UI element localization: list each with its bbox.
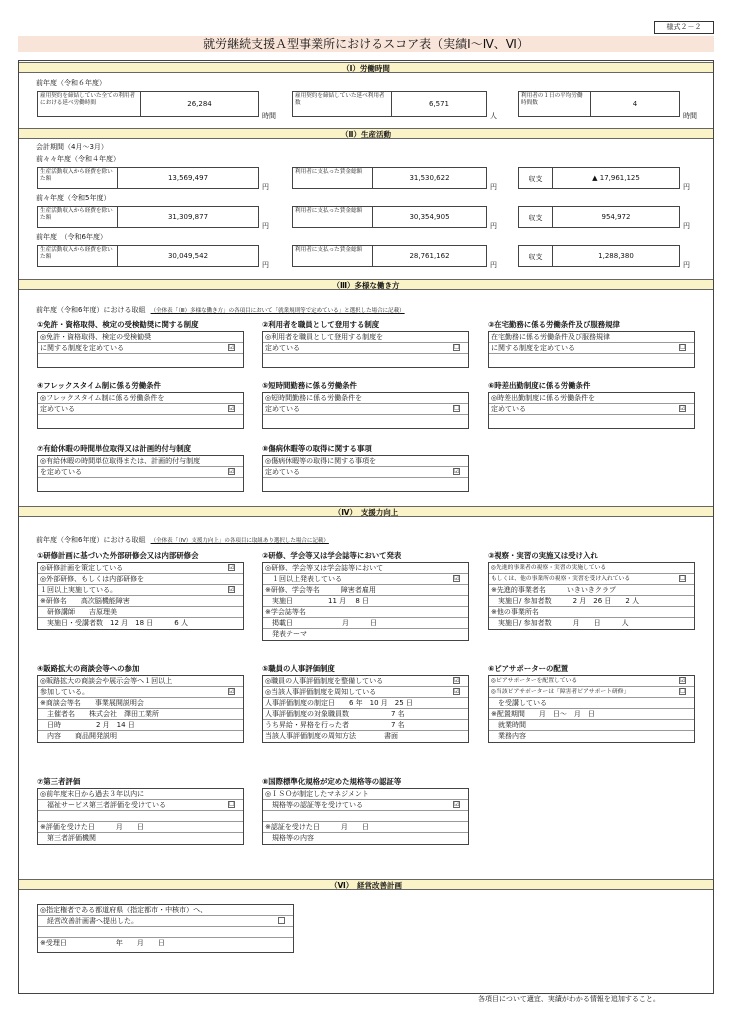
checkbox[interactable]: ☐ [454, 344, 460, 351]
s3-item-box [37, 331, 244, 368]
s2-wage-cell [292, 206, 487, 228]
s2-balance-cell [518, 245, 680, 267]
s4-item-box [37, 675, 244, 743]
s3-intro-text: 前年度（令和6年度）における取組 [36, 306, 146, 314]
s4-item-heading: ⑦第三者評価 [37, 777, 81, 786]
s2-balance-value[interactable]: 954,972 [601, 213, 631, 221]
checkbox[interactable] [278, 917, 285, 924]
s3-item-line-2 [263, 343, 468, 354]
section-2-header: （Ⅱ）生産活動 [19, 128, 713, 139]
s2-unit: 円 [262, 261, 269, 269]
s3-item-box [37, 392, 244, 429]
s1-c2-value[interactable]: 6,571 [428, 100, 450, 108]
form-number: 様式２－２ [654, 21, 714, 34]
s4-item-heading: ①研修計画に基づいた外部研修会又は内部研修会 [37, 551, 199, 560]
s2-year-label: 前々々年度（令和４年度） [36, 155, 120, 163]
s2-unit: 円 [683, 222, 690, 230]
s4-item-row [38, 698, 243, 709]
s6-row [38, 938, 293, 952]
s4-item-row-text: 日時 2 月 14 日 [40, 721, 135, 729]
s3-item-blank [38, 354, 243, 365]
s4-item-box [262, 788, 469, 845]
s4-item-row [263, 618, 468, 629]
s4-item-row-text: ◎先進的事業者の視察・実習の実施している [491, 565, 607, 571]
s3-item-line-2-text: を定めている [40, 468, 82, 476]
s4-item-row-text: ◎ＩＳＯが制定したマネジメント [265, 790, 369, 798]
s4-item-row-text: 実施日・受講者数 12 月 18 日 6 人 [40, 619, 188, 627]
s4-item-row [263, 563, 468, 574]
page-title: 就労継続支援Ａ型事業所におけるスコア表（実績Ⅰ～Ⅳ、Ⅵ） [18, 36, 714, 52]
s4-item-row [263, 833, 468, 844]
s4-item-row-text: ※研修名 高次脳機能障害 [40, 597, 130, 605]
s4-item-row [263, 585, 468, 596]
s1-c3-value[interactable]: 4 [632, 100, 638, 108]
s4-item-box [262, 562, 469, 641]
bottom-note: 各項目について適宜、実績がわかる情報を追加すること。 [478, 995, 660, 1003]
s4-item-row-text: 研修講師 吉原理美 [40, 608, 117, 616]
s4-item-row-text: １回以上発表している [265, 575, 342, 583]
s4-item-row-text: ◎販路拡大の商談会や展示会等へ１回以上 [40, 677, 173, 685]
s4-item-row [263, 687, 468, 698]
s2-unit: 円 [490, 261, 497, 269]
s4-item-row [489, 687, 694, 698]
checkbox[interactable]: ☑ [229, 405, 235, 412]
s4-item-row-text: 当該人事評価制度の周知方法 書面 [265, 732, 398, 740]
s2-income-value[interactable]: 31,309,877 [167, 213, 209, 221]
s3-item-line-1: ◎利用者を職員として登用する制度を [263, 332, 468, 343]
section-1-header: （Ⅰ）労働時間 [19, 62, 713, 73]
s2-balance-cell [518, 206, 680, 228]
s3-item-line-1: ◎短時間勤務に係る労働条件を [263, 393, 468, 404]
s4-item-row [263, 607, 468, 618]
section-3-header: （Ⅲ）多様な働き方 [19, 279, 713, 290]
s3-item-line-2 [38, 343, 243, 354]
checkbox[interactable]: ☐ [680, 575, 686, 582]
s4-item-row [489, 709, 694, 720]
s4-item-row [38, 585, 243, 596]
s4-item-row [263, 676, 468, 687]
s1-cell-1 [37, 91, 259, 117]
s4-item-row-text: 第三者評価機関 [40, 834, 96, 842]
s2-unit: 円 [262, 222, 269, 230]
s2-balance-value[interactable]: ▲ 17,961,125 [592, 174, 640, 182]
s3-item-heading: ④フレックスタイム制に係る労働条件 [37, 381, 161, 390]
s4-item-row-text: ◎当該ピアサポーターは「障害者ピアサポート研修」 [491, 689, 630, 695]
s3-item-heading: ⑧傷病休暇等の取得に関する事項 [262, 444, 372, 453]
s3-item-line-2-text: に関する制度を定めている [491, 344, 575, 352]
s4-item-row-text: 就業時間 [491, 721, 526, 729]
s4-item-row-text: ◎研修、学会等又は学会誌等において [265, 564, 384, 572]
s3-item-blank [263, 478, 468, 489]
s3-item-line-2 [263, 404, 468, 415]
s4-item-row [38, 709, 243, 720]
s4-item-box [488, 562, 695, 630]
s4-intro-note: （全体表「（Ⅳ）支援力向上」の各項目に取組あり選択した場合に記載） [150, 538, 329, 544]
s4-item-row [263, 731, 468, 742]
s4-item-heading: ⑧国際標準化規格が定めた規格等の認証等 [262, 777, 402, 786]
s3-item-heading: ⑤短時間勤務に係る労働条件 [262, 381, 357, 390]
checkbox[interactable]: ☑ [229, 468, 235, 475]
s2-year-label: 前々年度（令和5年度） [36, 194, 111, 202]
s3-item-line-2 [38, 467, 243, 478]
s3-item-line-2-text: 定めている [491, 405, 526, 413]
s4-item-row-text: 主催者名 株式会社 澤田工業所 [40, 710, 159, 718]
s2-balance-label: 収支 [519, 246, 553, 266]
s2-year-label: 前年度 （令和6年度） [36, 233, 107, 241]
s4-item-row [38, 800, 243, 811]
s4-item-heading: ④販路拡大の商談会等への参加 [37, 664, 140, 673]
s4-item-row-text: ※商談会等名 事業展開説明会 [40, 699, 144, 707]
s2-period: 会計期間（4月～3月） [36, 143, 108, 151]
s4-item-row [263, 720, 468, 731]
s1-c2-label: 雇用契約を締結していた延べ利用者数 [293, 92, 392, 116]
s3-item-box [37, 455, 244, 492]
s4-item-row [38, 720, 243, 731]
s4-item-row-text: 実施日 11 月 8 日 [265, 597, 370, 605]
s4-item-row-text: ※研修、学会等名 障害者雇用 [265, 586, 376, 594]
s1-cell-3 [518, 91, 680, 117]
s3-intro [36, 297, 405, 316]
s4-item-heading: ⑤職員の人事評価制度 [262, 664, 335, 673]
s4-item-row [38, 687, 243, 698]
s4-item-heading: ③視察・実習の実施又は受け入れ [488, 551, 598, 560]
s2-wage-value[interactable]: 28,761,162 [409, 252, 450, 260]
s2-balance-label: 収支 [519, 168, 553, 188]
s3-item-blank [38, 478, 243, 489]
checkbox[interactable]: ☑ [454, 688, 460, 695]
s3-item-line-2-text: 定めている [265, 405, 300, 413]
s2-unit: 円 [683, 183, 690, 191]
s6-row [38, 927, 293, 938]
s2-wage-cell [292, 167, 487, 189]
s4-intro-text: 前年度（令和6年度）における取組 [36, 536, 146, 544]
s3-item-line-2-text: 定めている [40, 405, 75, 413]
s4-item-row-text: ※評価を受けた日 月 日 [40, 823, 144, 831]
s4-item-row-text: もしくは、他の事業所の視察・実習を受け入れている [491, 576, 631, 582]
s3-item-heading: ①免許・資格取得、検定の受検勧奨に関する制度 [37, 320, 199, 329]
s4-item-row-text: 内容 商品開発説明 [40, 732, 117, 740]
checkbox[interactable]: ☑ [680, 405, 686, 412]
s3-item-blank [263, 415, 468, 426]
s4-item-row-text: 実施日/ 参加者数 月 日 人 [491, 619, 629, 627]
s4-item-row [263, 822, 468, 833]
s4-item-row-text: ※配置期間 月 日～ 月 日 [491, 710, 595, 718]
s4-item-row-text: ※他の事業所名 [491, 608, 539, 616]
s2-wage-label: 利用者に支払った賃金総額 [293, 207, 373, 227]
s1-c1-label: 雇用契約を締結していた全ての利用者における延べ労働時間 [38, 92, 141, 116]
s4-item-row-text: ※先進的事業者名 いきいきクラブ [491, 586, 616, 594]
s6-box [37, 904, 294, 953]
s4-item-row-text: 人事評価制度の制定日 6 年 10 月 25 日 [265, 699, 413, 707]
s4-item-row [263, 596, 468, 607]
s3-item-line-1: ◎フレックスタイム制に係る労働条件を [38, 393, 243, 404]
s4-item-row-text: 規格等の認証等を受けている [265, 801, 363, 809]
s2-income-label: 生産活動収入から経費を除いた額 [38, 207, 118, 227]
s4-item-row-text: 業務内容 [491, 732, 526, 740]
s3-item-box [262, 455, 469, 492]
s4-item-box [488, 675, 695, 743]
s4-item-row [38, 607, 243, 618]
checkbox[interactable]: ☑ [454, 468, 460, 475]
s4-item-row-text: うち昇給・昇格を行った者 7 名 [265, 721, 405, 729]
s4-item-row [263, 629, 468, 640]
s3-item-blank [263, 354, 468, 365]
s4-item-row-text: ◎研修計画を策定している [40, 564, 124, 572]
s4-item-row [263, 709, 468, 720]
s6-row-text: ※受理日 年 月 日 [40, 939, 165, 947]
s4-item-row [263, 800, 468, 811]
s4-item-row-text: １回以上実施している。 [40, 586, 117, 594]
s4-item-row [38, 676, 243, 687]
s2-unit: 円 [683, 261, 690, 269]
s4-item-row [489, 596, 694, 607]
s2-wage-value[interactable]: 30,354,905 [409, 213, 450, 221]
s6-row [38, 916, 293, 927]
s2-wage-cell [292, 245, 487, 267]
s4-item-row-text: 人事評価制度の対象職員数 7 名 [265, 710, 405, 718]
s4-intro [36, 527, 329, 546]
s6-row [38, 905, 293, 916]
s3-item-line-1: 在宅勤務に係る労働条件及び服務規律 [489, 332, 694, 343]
s2-wage-value[interactable]: 31,530,622 [409, 174, 450, 182]
s4-item-row [38, 789, 243, 800]
s3-item-box [488, 392, 695, 429]
s1-c2-unit: 人 [490, 112, 497, 120]
s4-item-row [489, 563, 694, 574]
s1-prev-year: 前年度（令和６年度） [36, 79, 106, 87]
s1-c3-unit: 時間 [683, 112, 697, 120]
s2-income-label: 生産活動収入から経費を除いた額 [38, 168, 118, 188]
s2-income-label: 生産活動収入から経費を除いた額 [38, 246, 118, 266]
checkbox[interactable]: ☐ [454, 405, 460, 412]
checkbox[interactable]: ☑ [229, 564, 235, 571]
s3-item-line-2 [489, 404, 694, 415]
s3-item-line-2-text: 定めている [265, 468, 300, 476]
s4-item-row [263, 811, 468, 822]
s4-item-row-text: ◎当該人事評価制度を周知している [265, 688, 377, 696]
s4-item-row-text: 規格等の内容 [265, 834, 314, 842]
s3-intro-note: （全体表「（Ⅲ）多様な働き方」の各項目において「就業規則等で定めている」と選択した場合に記載） [150, 308, 405, 314]
s4-item-row [263, 698, 468, 709]
checkbox[interactable]: ☐ [680, 688, 686, 695]
s2-income-cell [37, 167, 259, 189]
s4-item-row [38, 563, 243, 574]
s4-item-row-text: ※学会誌等名 [265, 608, 306, 616]
s4-item-box [37, 562, 244, 630]
s6-row-text: ◎指定権者である都道府県（指定都市・中核市）へ、 [40, 906, 208, 914]
s4-item-row-text: 実施日/ 参加者数 2 月 26 日 2 人 [491, 597, 640, 605]
s2-income-value[interactable]: 13,569,497 [167, 174, 209, 182]
s3-item-line-2 [263, 467, 468, 478]
s4-item-row [38, 833, 243, 844]
s4-item-row-text: を受講している [491, 699, 547, 707]
s3-item-line-1: ◎有給休暇の時間単位取得または、計画的付与制度 [38, 456, 243, 467]
s1-c1-value[interactable]: 26,284 [187, 100, 212, 108]
s4-item-row-text: ◎外部研修、もしくは内部研修を [40, 575, 145, 583]
checkbox[interactable]: ☑ [229, 344, 235, 351]
s2-balance-cell [518, 167, 680, 189]
s4-item-row-text: 掲載日 月 日 [265, 619, 377, 627]
s4-item-row [489, 698, 694, 709]
s4-item-row-text: ※認証を受けた日 月 日 [265, 823, 369, 831]
checkbox[interactable]: ☑ [680, 677, 686, 684]
s4-item-row [263, 574, 468, 585]
s4-item-row [38, 811, 243, 822]
s3-item-box [488, 331, 695, 368]
s1-c3-label: 利用者の１日の平均労働時間数 [519, 92, 591, 116]
checkbox[interactable]: ☐ [229, 801, 235, 808]
checkbox[interactable]: ☑ [454, 801, 460, 808]
s4-item-row [38, 574, 243, 585]
s4-item-heading: ②研修、学会等又は学会誌等において発表 [262, 551, 402, 560]
s2-unit: 円 [262, 183, 269, 191]
s3-item-line-2 [38, 404, 243, 415]
s1-cell-2 [292, 91, 487, 117]
checkbox[interactable]: ☐ [680, 344, 686, 351]
s4-item-heading: ⑥ピアサポーターの配置 [488, 664, 569, 673]
s4-item-row [263, 789, 468, 800]
s4-item-row [38, 731, 243, 742]
s4-item-row [38, 618, 243, 629]
s2-wage-label: 利用者に支払った賃金総額 [293, 168, 373, 188]
s3-item-box [262, 331, 469, 368]
s3-item-line-2-text: 定めている [265, 344, 300, 352]
section-6-header: （Ⅵ） 経営改善計画 [19, 879, 713, 890]
s4-item-row-text: ◎職員の人事評価制度を整備している [265, 677, 384, 685]
s2-wage-label: 利用者に支払った賃金総額 [293, 246, 373, 266]
s1-c1-unit: 時間 [262, 112, 276, 120]
s4-item-row [489, 618, 694, 629]
checkbox[interactable]: ☑ [229, 688, 235, 695]
s3-item-heading: ②利用者を職員として登用する制度 [262, 320, 380, 329]
s2-income-cell [37, 245, 259, 267]
s6-row-text: 経営改善計画書へ提出した。 [40, 917, 138, 925]
s4-item-row [38, 596, 243, 607]
s3-item-box [262, 392, 469, 429]
s3-item-blank [489, 415, 694, 426]
checkbox[interactable]: ☑ [454, 677, 460, 684]
s4-item-row-text: ◎前年度末日から過去３年以内に [40, 790, 145, 798]
s3-item-line-1: ◎傷病休暇等の取得に関する事項を [263, 456, 468, 467]
s2-unit: 円 [490, 222, 497, 230]
s3-item-heading: ⑦有給休暇の時間単位取得又は計画的付与制度 [37, 444, 192, 453]
checkbox[interactable]: ☑ [229, 586, 235, 593]
s4-item-row [489, 607, 694, 618]
s4-item-row-text: 参加している。 [40, 688, 89, 696]
s2-balance-label: 収支 [519, 207, 553, 227]
s3-item-line-1: ◎時差出勤制度に係る労働条件を [489, 393, 694, 404]
s4-item-row-text: 発表テーマ [265, 630, 307, 638]
s2-unit: 円 [490, 183, 497, 191]
s3-item-line-2-text: に関する制度を定めている [40, 344, 124, 352]
s3-item-heading: ⑥時差出勤制度に係る労働条件 [488, 381, 591, 390]
s4-item-box [262, 675, 469, 743]
s4-item-box [37, 788, 244, 845]
s3-item-line-2 [489, 343, 694, 354]
s4-item-row-text: ◎ピアサポーターを配置している [491, 678, 578, 684]
s3-item-blank [38, 415, 243, 426]
s2-income-cell [37, 206, 259, 228]
section-4-header: （Ⅳ） 支援力向上 [19, 506, 713, 517]
s4-item-row [489, 676, 694, 687]
s3-item-line-1: ◎免許・資格取得、検定の受検勧奨 [38, 332, 243, 343]
s4-item-row [489, 720, 694, 731]
s3-item-blank [489, 354, 694, 365]
s4-item-row [489, 574, 694, 585]
s2-balance-value[interactable]: 1,288,380 [598, 252, 634, 260]
s4-item-row [38, 822, 243, 833]
checkbox[interactable]: ☑ [454, 575, 460, 582]
s4-item-row-text: 福祉サービス第三者評価を受けている [40, 801, 166, 809]
s4-item-row [489, 585, 694, 596]
s3-item-heading: ③在宅勤務に係る労働条件及び服務規律 [488, 320, 620, 329]
s4-item-row [489, 731, 694, 742]
s2-income-value[interactable]: 30,049,542 [167, 252, 209, 260]
